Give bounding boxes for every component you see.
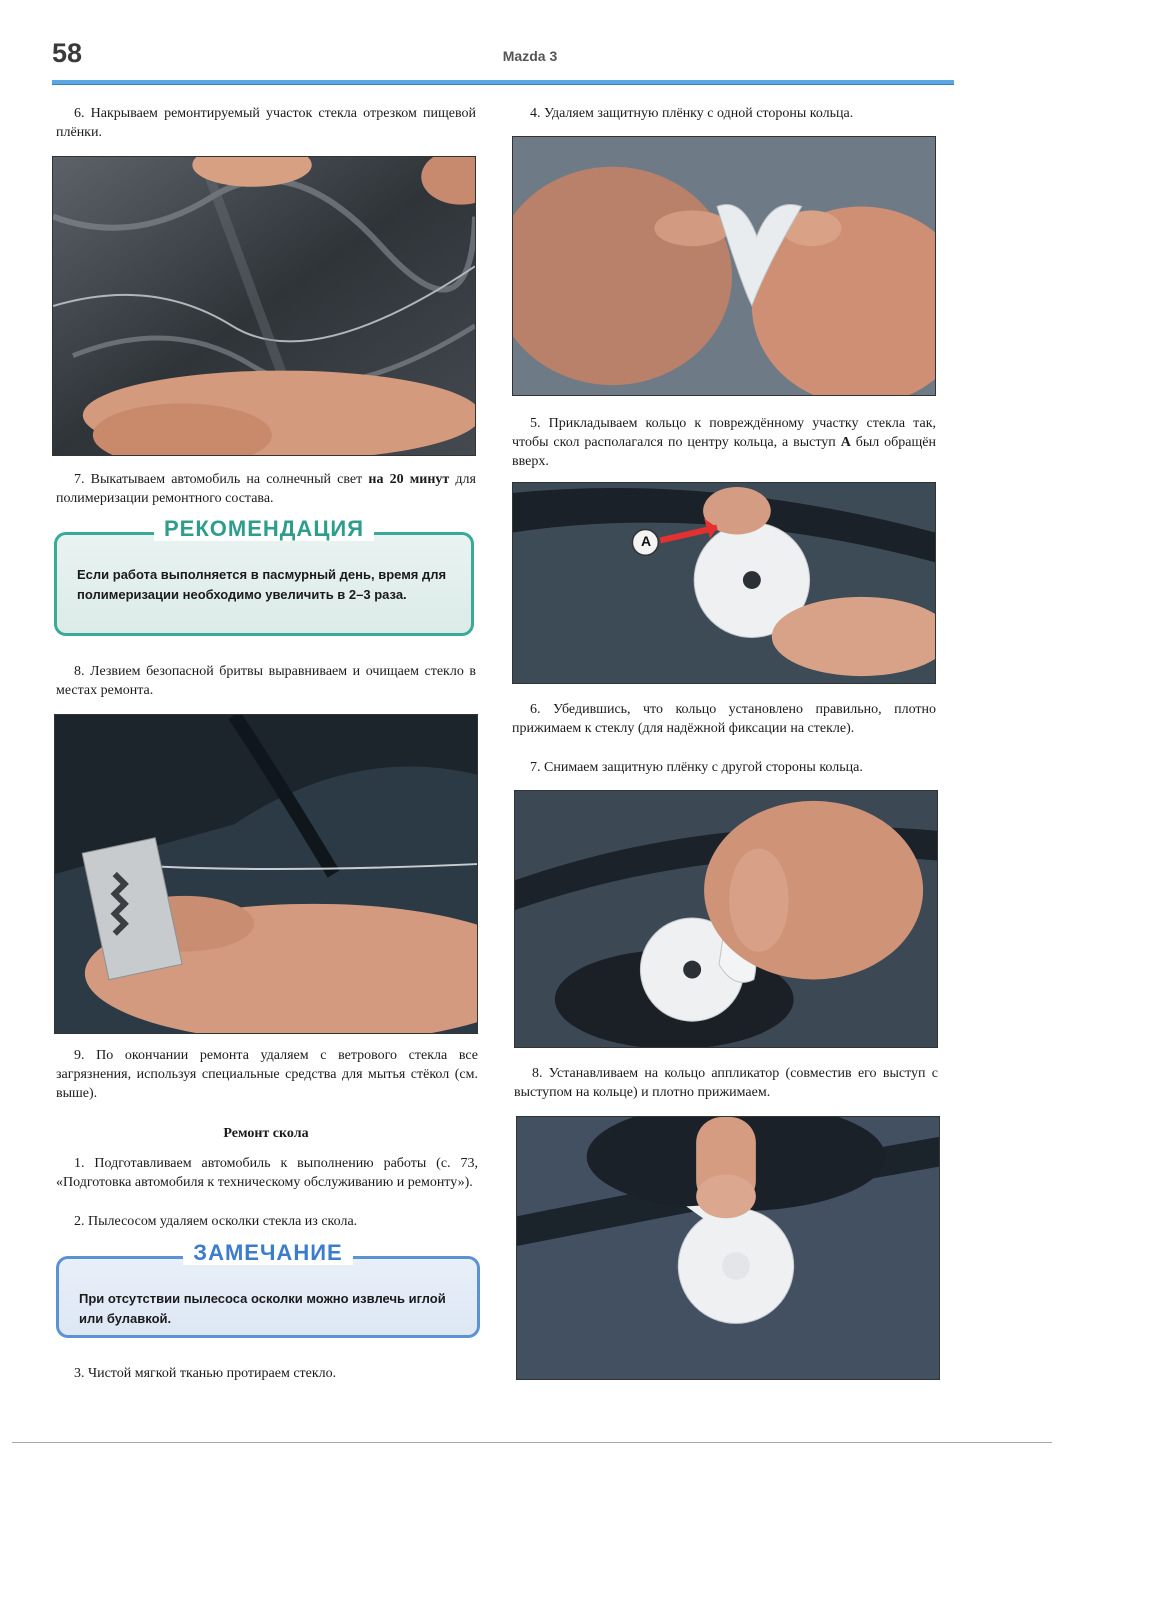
chip-step-4: 4. Удаляем защитную плёнку с одной стороны кольца. [530, 106, 854, 121]
recommendation-box [54, 516, 474, 636]
photo-razor-blade [54, 714, 478, 1034]
note-box [56, 1240, 480, 1338]
step-6-cover-film: 6. Накрываем ремонтируемый участок стекла отрезком пищевой плёнки. [56, 106, 476, 140]
chip-step-5 [512, 414, 936, 471]
chip-step-5-letter: А [840, 435, 851, 450]
footer-rule [12, 1442, 1052, 1443]
note-text: При отсутствии пылесоса осколки можно извлечь иглой или булавкой. [79, 1291, 446, 1326]
step-9-cleanup: 9. По окончании ремонта удаляем с ветрового стекла все загрязнения, используя специальные средства для мытья стёкол (см. выше). [56, 1048, 478, 1101]
photo-install-applicator [516, 1116, 940, 1380]
photo-remove-second-film [514, 790, 938, 1048]
step-7-duration: на 20 минут [368, 472, 450, 487]
photo-peel-film [512, 136, 936, 396]
section-title-chip-repair: Ремонт скола [223, 1126, 309, 1141]
step-7-text-b: для полимеризации ремонтного состава. [56, 472, 476, 506]
running-title: Mazda 3 [502, 48, 558, 64]
photo-film-on-glass [52, 156, 476, 456]
chip-step-5-text-a: 5. Прикладываем кольцо к повреждённому участку стекла так, чтобы скол располагался по центру кольца, а выступ [512, 416, 936, 450]
photo-apply-ring [512, 482, 936, 684]
header-rule [52, 80, 954, 85]
page-number: 58 [52, 38, 83, 68]
recommendation-text: Если работа выполняется в пасмурный день, время для полимеризации необходимо увеличить в 2–3 раза. [77, 567, 447, 602]
chip-step-1: 1. Подготавливаем автомобиль к выполнению работы (с. 73, «Подготовка автомобиля к техническому обслуживанию и ремонту»). [56, 1156, 478, 1190]
chip-step-6: 6. Убедившись, что кольцо установлено правильно, плотно прижимаем к стеклу (для надёжной фиксации на стекле). [512, 702, 936, 736]
chip-step-3: 3. Чистой мягкой тканью протираем стекло. [74, 1366, 337, 1381]
chip-step-7: 7. Снимаем защитную плёнку с другой стороны кольца. [530, 760, 863, 775]
chip-step-2: 2. Пылесосом удаляем осколки стекла из скола. [74, 1214, 358, 1229]
step-8-razor: 8. Лезвием безопасной бритвы выравниваем и очищаем стекло в местах ремонта. [56, 664, 476, 698]
step-7-sunlight [56, 470, 476, 508]
photo-label-a: A [640, 533, 652, 549]
note-title: ЗАМЕЧАНИЕ [59, 1240, 477, 1266]
recommendation-title: РЕКОМЕНДАЦИЯ [57, 516, 471, 542]
step-7-text-a: 7. Выкатываем автомобиль на солнечный свет [74, 472, 369, 487]
chip-step-8: 8. Устанавливаем на кольцо аппликатор (совместив его выступ с выступом на кольце) и плотно прижимаем. [514, 1066, 938, 1100]
chip-step-5-text-b: был обращён вверх. [512, 435, 936, 469]
